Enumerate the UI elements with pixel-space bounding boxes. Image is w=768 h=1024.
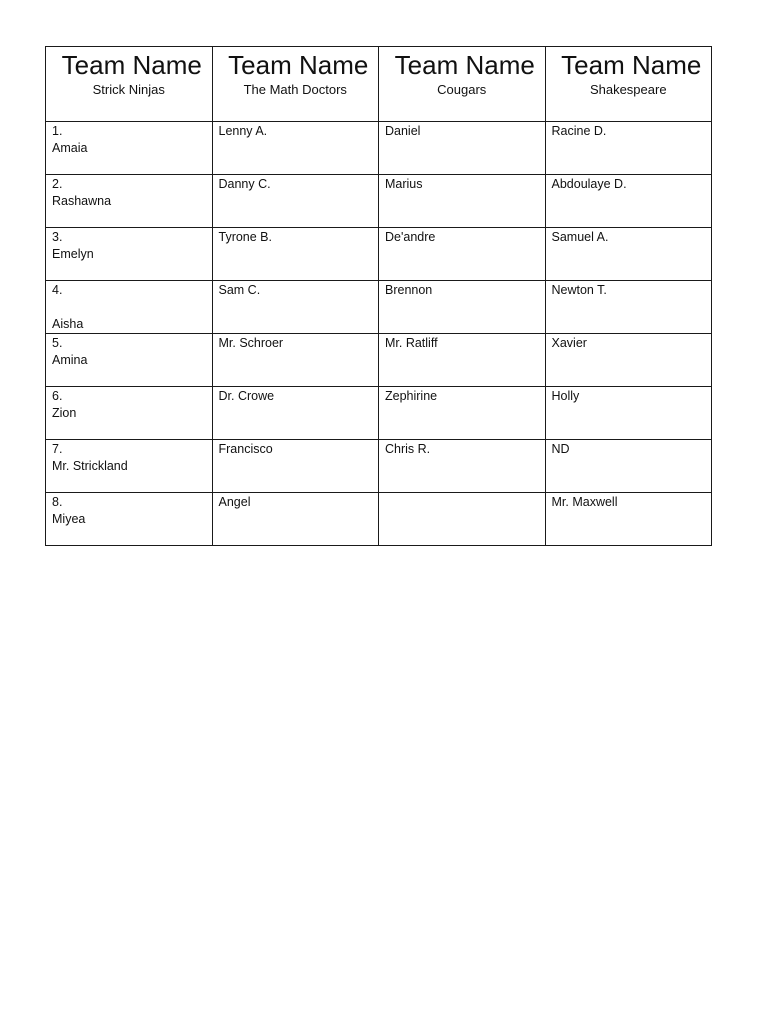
team-header-2 — [212, 47, 379, 122]
member-name: Brennon — [385, 283, 433, 297]
member-name: Samuel A. — [551, 230, 609, 244]
member-name: Rashawna — [52, 194, 112, 208]
member-cell — [212, 175, 379, 228]
member-cell — [212, 281, 379, 334]
table-row — [46, 334, 712, 387]
member-name: Tyrone B. — [218, 230, 272, 244]
member-cell — [46, 122, 213, 175]
row-number: 2. — [52, 177, 63, 191]
member-cell — [545, 228, 712, 281]
member-cell — [545, 334, 712, 387]
table-row — [46, 228, 712, 281]
member-cell — [545, 387, 712, 440]
member-cell — [545, 281, 712, 334]
member-cell — [379, 281, 546, 334]
member-cell — [379, 122, 546, 175]
member-cell — [212, 228, 379, 281]
table-row — [46, 387, 712, 440]
team-header-3 — [379, 47, 546, 122]
member-cell — [212, 334, 379, 387]
team-header-4 — [545, 47, 712, 122]
member-cell — [545, 175, 712, 228]
member-name: Danny C. — [218, 177, 271, 191]
team-name-value: Shakespeare — [589, 82, 667, 97]
member-name: Amina — [52, 353, 88, 367]
member-name: Racine D. — [551, 124, 607, 138]
table-row — [46, 440, 712, 493]
member-name: Daniel — [385, 124, 421, 138]
row-number: 4. — [52, 283, 63, 297]
member-cell — [46, 281, 213, 334]
team-name-value: Cougars — [437, 82, 487, 97]
member-name: Chris R. — [385, 442, 431, 456]
row-number: 3. — [52, 230, 63, 244]
table-row — [46, 122, 712, 175]
member-cell — [379, 175, 546, 228]
member-name: Marius — [385, 177, 423, 191]
member-cell — [46, 175, 213, 228]
member-cell — [379, 387, 546, 440]
team-roster-table — [45, 46, 712, 546]
member-cell — [545, 493, 712, 546]
member-name: ND — [551, 442, 570, 456]
member-name: Mr. Ratliff — [385, 336, 438, 350]
member-name: Zion — [52, 406, 77, 420]
team-name-heading: Team Name — [228, 50, 369, 80]
member-name: Amaia — [52, 141, 88, 155]
member-name: Dr. Crowe — [218, 389, 275, 403]
member-name: De'andre — [385, 230, 436, 244]
member-name: Zephirine — [385, 389, 438, 403]
member-cell — [212, 440, 379, 493]
member-name: Angel — [218, 495, 251, 509]
member-cell — [212, 387, 379, 440]
member-name: Abdoulaye D. — [551, 177, 627, 191]
member-name: Sam C. — [218, 283, 261, 297]
team-name-value: Strick Ninjas — [92, 82, 165, 97]
member-cell — [46, 228, 213, 281]
member-cell — [46, 440, 213, 493]
header-row — [46, 47, 712, 122]
row-number: 8. — [52, 495, 63, 509]
member-cell — [212, 122, 379, 175]
table-row — [46, 493, 712, 546]
member-cell — [379, 493, 546, 546]
member-cell — [46, 387, 213, 440]
row-number: 7. — [52, 442, 63, 456]
member-name: Francisco — [218, 442, 273, 456]
member-name: Mr. Strickland — [52, 459, 128, 473]
member-name: Xavier — [551, 336, 587, 350]
member-cell — [545, 122, 712, 175]
member-name: Mr. Schroer — [218, 336, 284, 350]
team-name-heading: Team Name — [394, 50, 535, 80]
row-number: 5. — [52, 336, 63, 350]
member-cell — [46, 493, 213, 546]
member-cell — [212, 493, 379, 546]
team-name-value: The Math Doctors — [243, 82, 347, 97]
member-name: Emelyn — [52, 247, 94, 261]
member-cell — [46, 334, 213, 387]
member-cell — [379, 440, 546, 493]
team-name-heading: Team Name — [561, 50, 702, 80]
member-cell — [379, 228, 546, 281]
member-cell — [379, 334, 546, 387]
member-name: Mr. Maxwell — [551, 495, 618, 509]
team-name-heading: Team Name — [61, 50, 202, 80]
row-number: 6. — [52, 389, 63, 403]
team-header-1 — [46, 47, 213, 122]
table-row — [46, 281, 712, 334]
member-name: Lenny A. — [218, 124, 268, 138]
member-name: Miyea — [52, 512, 86, 526]
member-cell — [545, 440, 712, 493]
member-name: Newton T. — [551, 283, 607, 297]
member-name: Aisha — [52, 317, 84, 331]
member-name: Holly — [551, 389, 580, 403]
member-name — [379, 493, 545, 494]
row-number: 1. — [52, 124, 63, 138]
table-row — [46, 175, 712, 228]
